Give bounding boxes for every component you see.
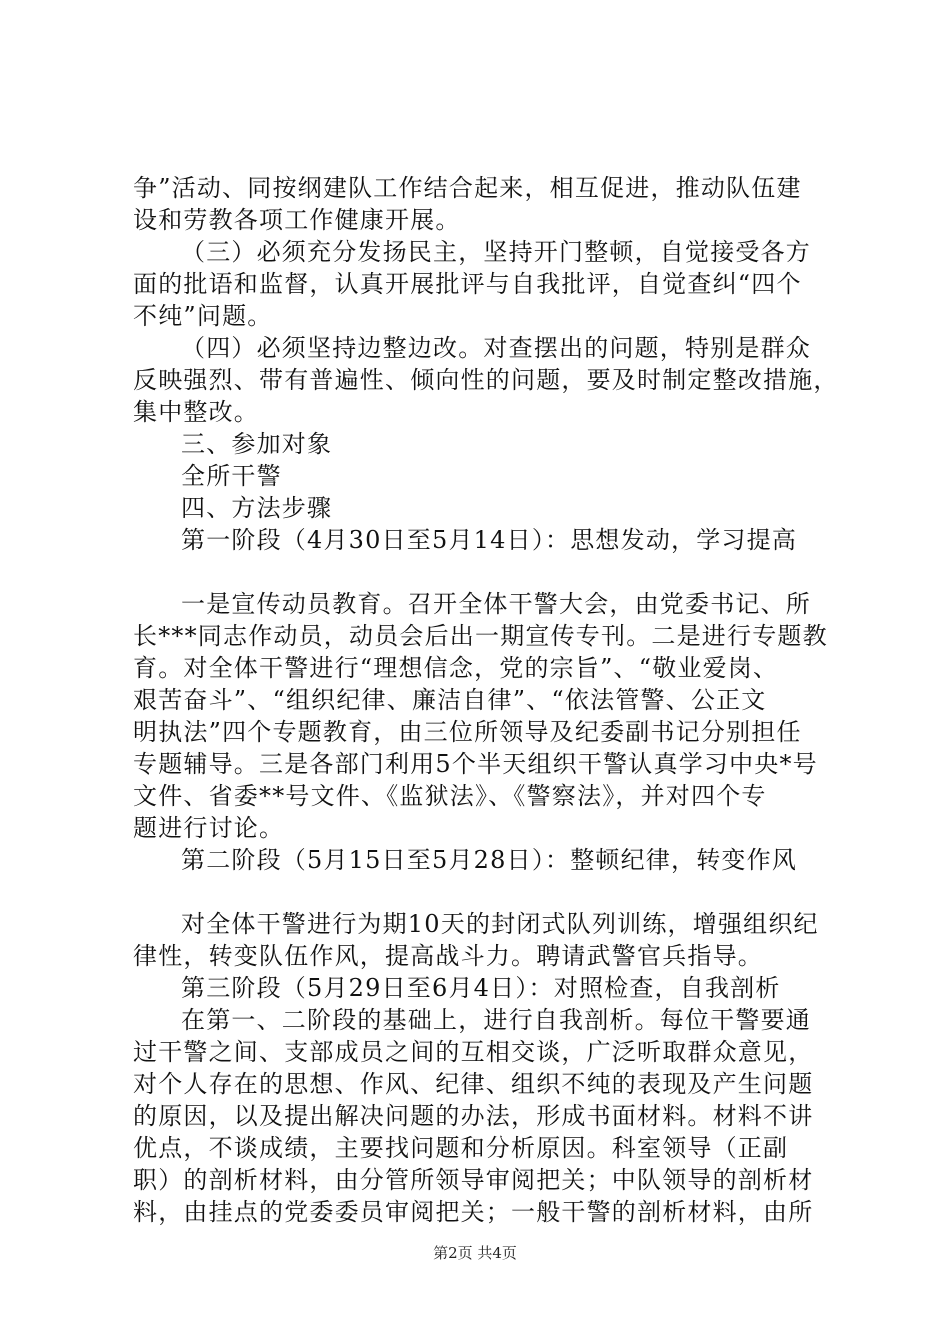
document-body <box>133 172 839 1228</box>
text-line: 优点，不谈成绩，主要找问题和分析原因。科室领导（正副 <box>133 1134 789 1162</box>
page-number-footer: 第2页 共4页 <box>433 1244 517 1262</box>
text-line: 反映强烈、带有普遍性、倾向性的问题，要及时制定整改措施， <box>133 366 839 394</box>
text-line: 全所干警 <box>181 462 282 490</box>
text-line: 对全体干警进行为期10天的封闭式队列训练，增强组织纪 <box>181 910 819 938</box>
text-line: 题进行讨论。 <box>133 814 285 842</box>
paragraph-heading: （四）必须坚持边整边改。对查摆出的问题，特别是群众 <box>181 334 811 362</box>
text-line: 长***同志作动员，动员会后出一期宣传专刊。二是进行专题教 <box>133 622 828 650</box>
text-line: 面的批语和监督，认真开展批评与自我批评，自觉查纠“四个 <box>133 270 802 298</box>
text-line: 争”活动、同按纲建队工作结合起来，相互促进，推动队伍建 <box>133 174 802 202</box>
stage-heading: 第一阶段（4月30日至5月14日）：思想发动，学习提高 <box>181 526 798 554</box>
text-line: 艰苦奋斗”、“组织纪律、廉洁自律”、“依法管警、公正文 <box>133 686 767 714</box>
text-line: 明执法”四个专题教育，由三位所领导及纪委副书记分别担任 <box>133 718 802 746</box>
section-heading: 四、方法步骤 <box>181 494 333 522</box>
paragraph-heading: （三）必须充分发扬民主，坚持开门整顿，自觉接受各方 <box>181 238 811 266</box>
text-line: 育。对全体干警进行“理想信念，党的宗旨”、“敬业爱岗、 <box>133 654 779 682</box>
text-line: 过干警之间、支部成员之间的互相交谈，广泛听取群众意见， <box>133 1038 814 1066</box>
text-line: 对个人存在的思想、作风、纪律、组织不纯的表现及产生问题 <box>133 1070 814 1098</box>
text-line: 不纯”问题。 <box>133 302 273 330</box>
text-line: 专题辅导。三是各部门利用5个半天组织干警认真学习中央*号 <box>133 750 818 778</box>
blank-line <box>133 556 833 588</box>
text-line: 律性，转变队伍作风，提高战斗力。聘请武警官兵指导。 <box>133 942 763 970</box>
section-heading: 三、参加对象 <box>181 430 333 458</box>
text-line: 一是宣传动员教育。召开全体干警大会，由党委书记、所 <box>181 590 811 618</box>
stage-heading: 第二阶段（5月15日至5月28日）：整顿纪律，转变作风 <box>181 846 798 874</box>
text-line: 职）的剖析材料，由分管所领导审阅把关；中队领导的剖析材 <box>133 1166 814 1194</box>
text-line: 的原因，以及提出解决问题的办法，形成书面材料。材料不讲 <box>133 1102 814 1130</box>
text-line: 文件、省委**号文件、《监狱法》、《警察法》，并对四个专 <box>133 782 767 810</box>
blank-line <box>133 876 833 908</box>
text-line: 料，由挂点的党委委员审阅把关；一般干警的剖析材料，由所 <box>133 1198 814 1226</box>
text-line: 在第一、二阶段的基础上，进行自我剖析。每位干警要通 <box>181 1006 811 1034</box>
text-line: 设和劳教各项工作健康开展。 <box>133 206 461 234</box>
stage-heading: 第三阶段（5月29日至6月4日）：对照检查，自我剖析 <box>181 974 781 1002</box>
text-line: 集中整改。 <box>133 398 259 426</box>
